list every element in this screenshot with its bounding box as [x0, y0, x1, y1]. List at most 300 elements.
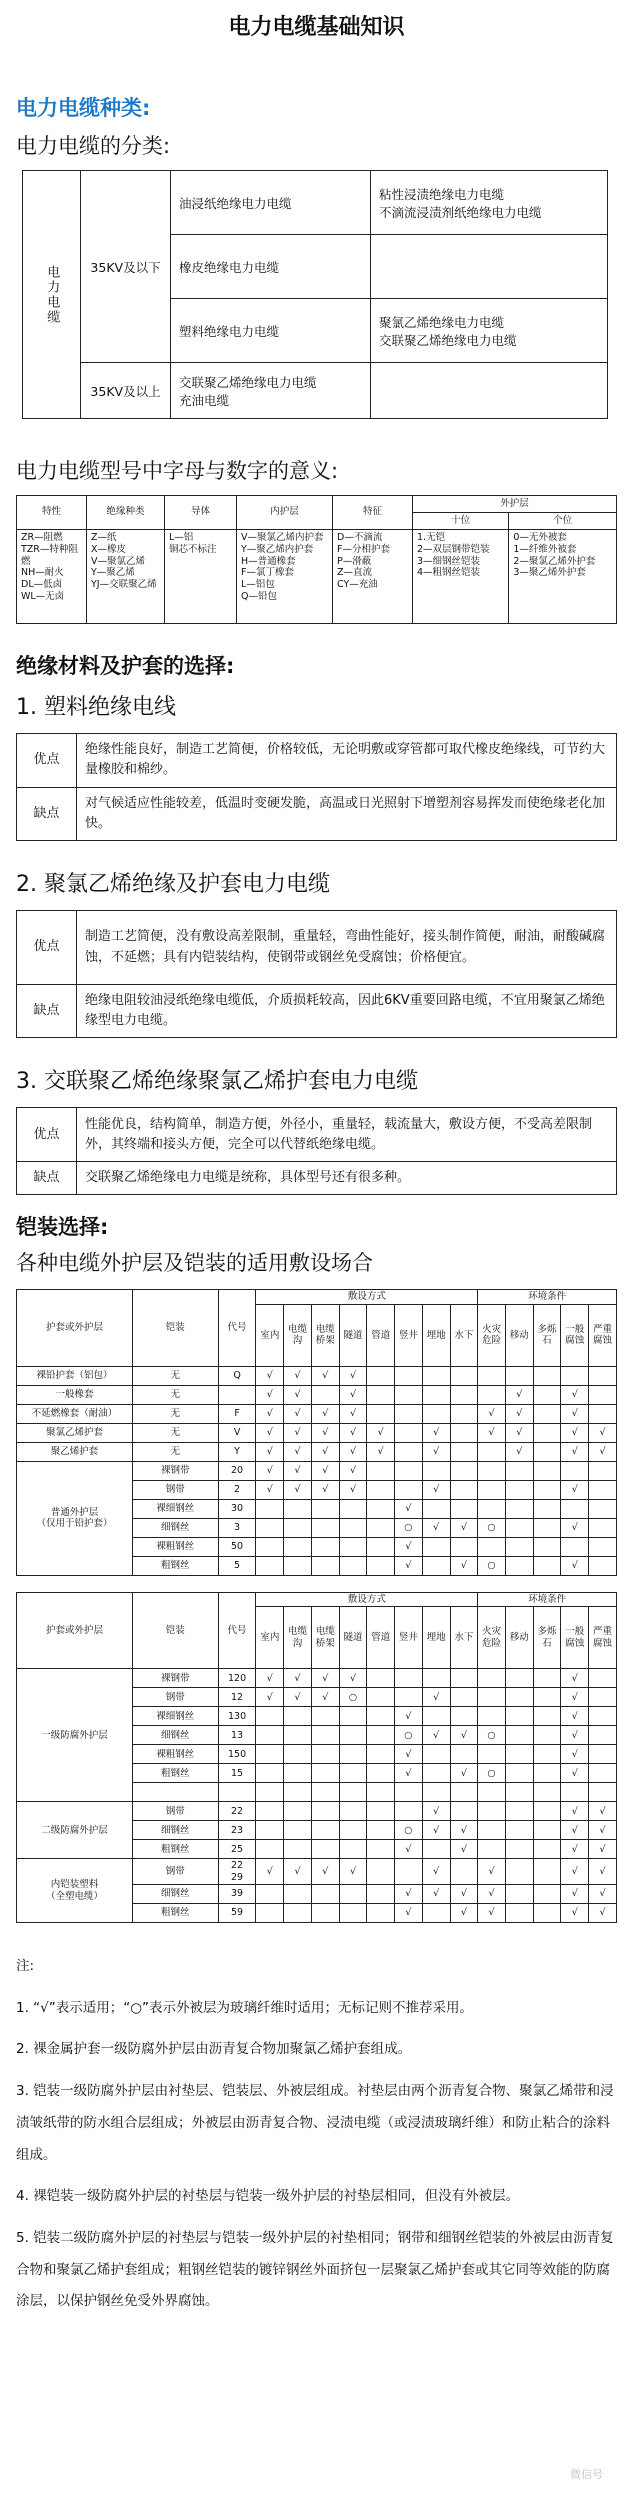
model-h-7: 个位: [509, 512, 617, 529]
armor-mark-cell: [533, 1745, 561, 1764]
armor-col-header: 水下: [450, 1607, 478, 1669]
pro-label-2: 优点: [17, 1108, 77, 1162]
armor-mark-cell: [533, 1404, 561, 1423]
model-h-6: 十位: [413, 512, 509, 529]
armor-col-header: 管道: [367, 1304, 395, 1366]
armor-sheath-cell: 二级防腐外护层: [17, 1802, 133, 1859]
armor-mark-cell: [533, 1499, 561, 1518]
armor-sheath-cell: 一般橡套: [17, 1385, 133, 1404]
armor-mark-cell: [533, 1480, 561, 1499]
insul-title-0: 1. 塑料绝缘电线: [16, 694, 176, 720]
armor-mark-cell: [533, 1840, 561, 1859]
armor-code-cell: 59: [218, 1904, 256, 1923]
pro-label-0: 优点: [17, 733, 77, 787]
armor-mark-cell: [367, 1783, 395, 1802]
armor-mark-cell: √: [561, 1726, 589, 1745]
armor-mark-cell: [256, 1518, 284, 1537]
armor-col-header: 电缆桥架: [311, 1304, 339, 1366]
armor-mark-cell: [395, 1366, 423, 1385]
armor-mark-cell: [505, 1726, 533, 1745]
armor-mark-cell: [311, 1707, 339, 1726]
armor-mark-cell: √: [395, 1885, 423, 1904]
armor-mark-cell: √: [256, 1366, 284, 1385]
armor-col-header: 电缆桥架: [311, 1607, 339, 1669]
armor-mark-cell: √: [589, 1423, 617, 1442]
armor-code-cell: 130: [218, 1707, 256, 1726]
armor-mark-cell: [478, 1366, 506, 1385]
armor-mark-cell: [533, 1783, 561, 1802]
armor2-h-code: 代号: [218, 1592, 256, 1668]
armor-mark-cell: [478, 1688, 506, 1707]
model-h-3: 内护层: [237, 496, 333, 530]
armor-mark-cell: √: [284, 1404, 312, 1423]
model-h-1: 绝缘种类: [87, 496, 165, 530]
armor-mark-cell: ○: [395, 1726, 423, 1745]
armor-mark-cell: [589, 1480, 617, 1499]
armor-table-1: [16, 1289, 617, 1575]
armor-mark-cell: √: [256, 1461, 284, 1480]
armor-mark-cell: ○: [395, 1518, 423, 1537]
armor-mark-cell: √: [561, 1385, 589, 1404]
armor-mark-cell: ○: [339, 1688, 367, 1707]
armor-mark-cell: [311, 1764, 339, 1783]
armor-mark-cell: [589, 1461, 617, 1480]
armor-mark-cell: [311, 1556, 339, 1575]
armor-mark-cell: [505, 1480, 533, 1499]
armor-mark-cell: [422, 1461, 450, 1480]
armor-mark-cell: [422, 1385, 450, 1404]
armor-mark-cell: [561, 1783, 589, 1802]
armor-sheath-cell: 内铠装塑料 （全塑电缆）: [17, 1859, 133, 1923]
armor-armor-cell: 钢带: [132, 1480, 218, 1499]
armor-mark-cell: √: [561, 1423, 589, 1442]
armor-mark-cell: [311, 1885, 339, 1904]
armor-mark-cell: [533, 1859, 561, 1885]
note-4: 4. 裸铠装一级防腐外护层的衬垫层与铠装一级外护层的衬垫层相同，但没有外被层。: [16, 2188, 520, 2205]
armor-armor-cell: 粗钢丝: [132, 1764, 218, 1783]
armor-sheath-cell: 裸铅护套（铝包）: [17, 1366, 133, 1385]
model-heading: 电力电缆型号中字母与数字的意义:: [16, 459, 339, 483]
armor-code-cell: 12: [218, 1688, 256, 1707]
armor-mark-cell: [478, 1821, 506, 1840]
armor-mark-cell: [450, 1707, 478, 1726]
armor-mark-cell: [589, 1404, 617, 1423]
note-2: 2. 裸金属护套一级防腐外护层由沥青复合物加聚氯乙烯护套组成。: [16, 2041, 412, 2058]
armor-mark-cell: √: [450, 1518, 478, 1537]
armor-mark-cell: [505, 1537, 533, 1556]
armor-mark-cell: √: [505, 1404, 533, 1423]
armor-mark-cell: [533, 1556, 561, 1575]
armor-armor-cell: 细钢丝: [132, 1821, 218, 1840]
types-subheading: 电力电缆的分类:: [16, 134, 171, 158]
armor-mark-cell: [311, 1840, 339, 1859]
armor2-h-sheath: 护套或外护层: [17, 1592, 133, 1668]
armor-mark-cell: √: [311, 1423, 339, 1442]
armor-mark-cell: [589, 1518, 617, 1537]
armor-mark-cell: [589, 1764, 617, 1783]
armor-col-header: 严重腐蚀: [589, 1607, 617, 1669]
armor-mark-cell: √: [284, 1461, 312, 1480]
armor-mark-cell: √: [339, 1404, 367, 1423]
armor-armor-cell: 裸钢带: [132, 1461, 218, 1480]
armor-mark-cell: [478, 1480, 506, 1499]
armor-col-header: 管道: [367, 1607, 395, 1669]
armor-mark-cell: [367, 1802, 395, 1821]
armor-mark-cell: [478, 1745, 506, 1764]
model-c-3: V—聚氯乙烯内护套 Y—聚乙烯内护套 H—普通橡套 F—氯丁橡套 L—铝包 Q—铅包: [237, 529, 333, 623]
armor-col-header: 一般腐蚀: [561, 1304, 589, 1366]
armor-mark-cell: √: [505, 1423, 533, 1442]
armor-mark-cell: √: [478, 1885, 506, 1904]
armor-mark-cell: √: [284, 1859, 312, 1885]
armor-mark-cell: [505, 1840, 533, 1859]
armor-armor-cell: 细钢丝: [132, 1726, 218, 1745]
armor-row: [17, 1859, 617, 1885]
armor-mark-cell: √: [589, 1442, 617, 1461]
armor-mark-cell: √: [311, 1859, 339, 1885]
armor-mark-cell: √: [395, 1745, 423, 1764]
armor-mark-cell: [478, 1840, 506, 1859]
armor-mark-cell: [367, 1707, 395, 1726]
armor-mark-cell: [256, 1840, 284, 1859]
armor-mark-cell: √: [395, 1537, 423, 1556]
armor-armor-cell: 裸粗钢丝: [132, 1537, 218, 1556]
pro-text-2: 性能优良，结构简单，制造方便，外径小，重量轻，载流量大，敷设方便，不受高差限制外，其终端和接头方便，完全可以代替纸绝缘电缆。: [77, 1108, 617, 1162]
armor-mark-cell: √: [478, 1859, 506, 1885]
armor-mark-cell: [450, 1404, 478, 1423]
armor-mark-cell: √: [422, 1423, 450, 1442]
armor-mark-cell: [450, 1802, 478, 1821]
armor-mark-cell: √: [395, 1556, 423, 1575]
armor-mark-cell: [505, 1802, 533, 1821]
notes-section: [16, 1951, 617, 2318]
armor-col-header: 水下: [450, 1304, 478, 1366]
armor-mark-cell: √: [311, 1480, 339, 1499]
armor-mark-cell: √: [422, 1885, 450, 1904]
armor-mark-cell: [450, 1442, 478, 1461]
armor-col-header: 多烁石: [533, 1304, 561, 1366]
armor-code-cell: [218, 1783, 256, 1802]
armor-code-cell: V: [218, 1423, 256, 1442]
armor-mark-cell: √: [478, 1404, 506, 1423]
armor-mark-cell: √: [561, 1821, 589, 1840]
armor-mark-cell: √: [450, 1904, 478, 1923]
armor-mark-cell: [367, 1461, 395, 1480]
armor-mark-cell: [395, 1859, 423, 1885]
armor-code-cell: 25: [218, 1840, 256, 1859]
armor-code-cell: 2: [218, 1480, 256, 1499]
armor-mark-cell: [367, 1904, 395, 1923]
type-a-3: 交联聚乙烯绝缘电力电缆 充油电缆: [171, 363, 371, 419]
armor-mark-cell: [505, 1366, 533, 1385]
armor-mark-cell: [505, 1904, 533, 1923]
armor-code-cell: 5: [218, 1556, 256, 1575]
armor-col-header: 埋地: [422, 1607, 450, 1669]
armor-mark-cell: [505, 1518, 533, 1537]
armor-mark-cell: √: [422, 1726, 450, 1745]
armor-sheath-cell: 一级防腐外护层: [17, 1669, 133, 1802]
armor-mark-cell: [589, 1745, 617, 1764]
con-text-0: 对气候适应性能较差，低温时变硬发脆，高温或日光照射下增塑剂容易挥发而使绝缘老化加快。: [77, 787, 617, 840]
armor-sheath-cell: 聚乙烯护套: [17, 1442, 133, 1461]
armor-code-cell: 150: [218, 1745, 256, 1764]
armor-mark-cell: √: [561, 1764, 589, 1783]
voltage-high: 35KV及以上: [81, 363, 171, 419]
armor-row: [17, 1423, 617, 1442]
armor-mark-cell: √: [561, 1840, 589, 1859]
armor-code-cell: 13: [218, 1726, 256, 1745]
armor-mark-cell: [256, 1707, 284, 1726]
armor-code-cell: 50: [218, 1537, 256, 1556]
armor-mark-cell: [311, 1745, 339, 1764]
armor-code-cell: [218, 1385, 256, 1404]
armor-mark-cell: √: [589, 1904, 617, 1923]
armor-mark-cell: [533, 1885, 561, 1904]
armor-sheath-cell: 聚氯乙烯护套: [17, 1423, 133, 1442]
armor2-h-laying: 敷设方式: [256, 1592, 478, 1606]
armor-mark-cell: [367, 1726, 395, 1745]
armor-mark-cell: [422, 1537, 450, 1556]
armor-mark-cell: √: [311, 1688, 339, 1707]
armor-mark-cell: [284, 1904, 312, 1923]
armor-mark-cell: [395, 1404, 423, 1423]
armor-mark-cell: [450, 1366, 478, 1385]
armor2-h-armor: 铠装: [132, 1592, 218, 1668]
armor-mark-cell: [395, 1669, 423, 1688]
armor-code-cell: 22 29: [218, 1859, 256, 1885]
armor-mark-cell: [367, 1385, 395, 1404]
armor-code-cell: 39: [218, 1885, 256, 1904]
armor-mark-cell: √: [422, 1442, 450, 1461]
armor-mark-cell: √: [478, 1904, 506, 1923]
armor-mark-cell: [284, 1707, 312, 1726]
armor-mark-cell: √: [422, 1802, 450, 1821]
armor-mark-cell: [422, 1669, 450, 1688]
armor-mark-cell: [284, 1726, 312, 1745]
armor-col-header: 室内: [256, 1607, 284, 1669]
armor-mark-cell: [478, 1537, 506, 1556]
armor-mark-cell: [561, 1537, 589, 1556]
armor-mark-cell: √: [311, 1442, 339, 1461]
armor-mark-cell: √: [589, 1885, 617, 1904]
armor-mark-cell: [422, 1745, 450, 1764]
armor-mark-cell: [284, 1821, 312, 1840]
armor-mark-cell: √: [256, 1669, 284, 1688]
armor-mark-cell: [533, 1423, 561, 1442]
armor-mark-cell: [311, 1385, 339, 1404]
armor-mark-cell: √: [256, 1423, 284, 1442]
armor-mark-cell: [284, 1885, 312, 1904]
armor-mark-cell: √: [422, 1518, 450, 1537]
armor-code-cell: 120: [218, 1669, 256, 1688]
armor-mark-cell: [533, 1904, 561, 1923]
armor-mark-cell: [367, 1764, 395, 1783]
armor-mark-cell: [533, 1669, 561, 1688]
armor-mark-cell: √: [256, 1404, 284, 1423]
armor-mark-cell: √: [561, 1442, 589, 1461]
armor-col-header: 隧道: [339, 1607, 367, 1669]
armor-mark-cell: [256, 1904, 284, 1923]
armor-armor-cell: 无: [132, 1385, 218, 1404]
armor-mark-cell: [589, 1688, 617, 1707]
armor-col-header: 火灾危险: [478, 1607, 506, 1669]
armor-mark-cell: √: [339, 1859, 367, 1885]
armor-mark-cell: √: [284, 1669, 312, 1688]
armor-armor-cell: 钢带: [132, 1859, 218, 1885]
armor-mark-cell: [478, 1707, 506, 1726]
armor-mark-cell: [450, 1859, 478, 1885]
armor-code-cell: 22: [218, 1802, 256, 1821]
armor-mark-cell: √: [339, 1669, 367, 1688]
armor-mark-cell: √: [311, 1461, 339, 1480]
armor-mark-cell: [367, 1885, 395, 1904]
pro-text-0: 绝缘性能良好，制造工艺简便，价格较低，无论明敷或穿管都可取代橡皮绝缘线，可节约大量橡胶和棉纱。: [77, 733, 617, 787]
armor-mark-cell: [339, 1556, 367, 1575]
armor-mark-cell: √: [339, 1423, 367, 1442]
armor-col-header: 竖井: [395, 1607, 423, 1669]
armor-mark-cell: [284, 1764, 312, 1783]
armor-col-header: 移动: [505, 1304, 533, 1366]
armor-mark-cell: [284, 1556, 312, 1575]
armor-mark-cell: [367, 1499, 395, 1518]
armor-code-cell: F: [218, 1404, 256, 1423]
armor-col-header: 多烁石: [533, 1607, 561, 1669]
armor-mark-cell: [367, 1745, 395, 1764]
armor-mark-cell: [478, 1442, 506, 1461]
insul-table-0: [16, 733, 617, 841]
armor-mark-cell: [505, 1745, 533, 1764]
armor-mark-cell: [395, 1783, 423, 1802]
armor-mark-cell: [367, 1556, 395, 1575]
armor-mark-cell: [450, 1423, 478, 1442]
armor-mark-cell: [589, 1537, 617, 1556]
armor-sheath-cell: 不延燃橡套（耐油）: [17, 1404, 133, 1423]
armor-mark-cell: [589, 1783, 617, 1802]
armor-mark-cell: [339, 1537, 367, 1556]
armor-mark-cell: √: [422, 1859, 450, 1885]
con-label-0: 缺点: [17, 787, 77, 840]
armor-col-header: 隧道: [339, 1304, 367, 1366]
armor-mark-cell: √: [450, 1840, 478, 1859]
armor-mark-cell: √: [561, 1745, 589, 1764]
pro-text-1: 制造工艺简便，没有敷设高差限制，重量轻，弯曲性能好，接头制作简便，耐油，耐酸碱腐蚀，不延燃；具有内铠装结构，使钢带或钢丝免受腐蚀；价格便宜。: [77, 911, 617, 985]
armor-mark-cell: [505, 1885, 533, 1904]
armor-armor-cell: 裸细钢丝: [132, 1499, 218, 1518]
armor-mark-cell: [450, 1783, 478, 1802]
armor-mark-cell: [589, 1726, 617, 1745]
armor-mark-cell: √: [561, 1669, 589, 1688]
armor-mark-cell: [311, 1499, 339, 1518]
armor-mark-cell: √: [256, 1385, 284, 1404]
armor-mark-cell: [533, 1726, 561, 1745]
armor-armor-cell: 细钢丝: [132, 1885, 218, 1904]
armor-mark-cell: √: [561, 1707, 589, 1726]
armor-mark-cell: [422, 1404, 450, 1423]
armor-mark-cell: [339, 1821, 367, 1840]
armor-mark-cell: √: [589, 1840, 617, 1859]
armor-mark-cell: [339, 1726, 367, 1745]
armor-mark-cell: [311, 1537, 339, 1556]
armor-mark-cell: [422, 1904, 450, 1923]
armor-mark-cell: √: [450, 1556, 478, 1575]
armor-mark-cell: [311, 1726, 339, 1745]
armor-mark-cell: √: [256, 1480, 284, 1499]
armor-code-cell: 3: [218, 1518, 256, 1537]
armor-mark-cell: [339, 1840, 367, 1859]
armor-subheading: 各种电缆外护层及铠装的适用敷设场合: [16, 1251, 373, 1276]
type-b-0: 粘性浸渍绝缘电力电缆 不滴流浸渍剂纸绝缘电力电缆: [371, 171, 608, 235]
armor-mark-cell: [395, 1480, 423, 1499]
armor-mark-cell: [339, 1904, 367, 1923]
page-title: 电力电缆基础知识: [228, 15, 405, 40]
armor-mark-cell: √: [422, 1480, 450, 1499]
armor-mark-cell: [561, 1461, 589, 1480]
armor-mark-cell: [422, 1556, 450, 1575]
armor-mark-cell: ○: [478, 1764, 506, 1783]
armor-mark-cell: [284, 1840, 312, 1859]
armor-mark-cell: [367, 1518, 395, 1537]
armor-mark-cell: √: [561, 1688, 589, 1707]
cable-type-table: [22, 170, 608, 419]
armor-armor-cell: 粗钢丝: [132, 1904, 218, 1923]
armor-mark-cell: √: [561, 1802, 589, 1821]
armor-mark-cell: [505, 1764, 533, 1783]
model-h-0: 特性: [17, 496, 87, 530]
armor-mark-cell: [589, 1385, 617, 1404]
pro-label-1: 优点: [17, 911, 77, 985]
armor-col-header: 电缆沟: [284, 1304, 312, 1366]
armor-armor-cell: 细钢丝: [132, 1518, 218, 1537]
armor-mark-cell: √: [395, 1904, 423, 1923]
armor-mark-cell: √: [311, 1669, 339, 1688]
armor-mark-cell: [256, 1726, 284, 1745]
armor-mark-cell: √: [589, 1821, 617, 1840]
armor-mark-cell: [367, 1480, 395, 1499]
armor-armor-cell: 无: [132, 1423, 218, 1442]
armor-mark-cell: [422, 1783, 450, 1802]
armor-mark-cell: [478, 1499, 506, 1518]
armor-armor-cell: 粗钢丝: [132, 1840, 218, 1859]
armor-mark-cell: [589, 1366, 617, 1385]
armor1-h-sheath: 护套或外护层: [17, 1290, 133, 1366]
con-text-1: 绝缘电阻较油浸纸绝缘电缆低，介质损耗较高，因此6KV重要回路电缆，不宜用聚氯乙烯绝缘型电力电缆。: [77, 985, 617, 1038]
armor-mark-cell: √: [395, 1707, 423, 1726]
armor-mark-cell: [395, 1423, 423, 1442]
armor-mark-cell: [339, 1885, 367, 1904]
armor-mark-cell: [450, 1385, 478, 1404]
model-h-2: 导体: [165, 496, 237, 530]
armor-mark-cell: [589, 1669, 617, 1688]
armor-mark-cell: [505, 1707, 533, 1726]
insul-table-2: [16, 1107, 617, 1195]
armor-mark-cell: √: [395, 1764, 423, 1783]
armor-mark-cell: [339, 1499, 367, 1518]
armor-mark-cell: [311, 1783, 339, 1802]
voltage-low: 35KV及以下: [81, 171, 171, 363]
armor-mark-cell: √: [561, 1904, 589, 1923]
armor-mark-cell: [533, 1688, 561, 1707]
armor-table-2: [16, 1592, 617, 1923]
armor-col-header: 室内: [256, 1304, 284, 1366]
armor-col-header: 火灾危险: [478, 1304, 506, 1366]
armor-mark-cell: √: [284, 1366, 312, 1385]
armor-mark-cell: [395, 1802, 423, 1821]
armor-mark-cell: [450, 1461, 478, 1480]
model-c-4: D—不滴流 F—分相护套 P—滑蔽 Z—直流 CY—充油: [333, 529, 413, 623]
type-a-2: 塑料绝缘电力电缆: [171, 299, 371, 363]
armor-mark-cell: [505, 1461, 533, 1480]
armor-row: [17, 1802, 617, 1821]
